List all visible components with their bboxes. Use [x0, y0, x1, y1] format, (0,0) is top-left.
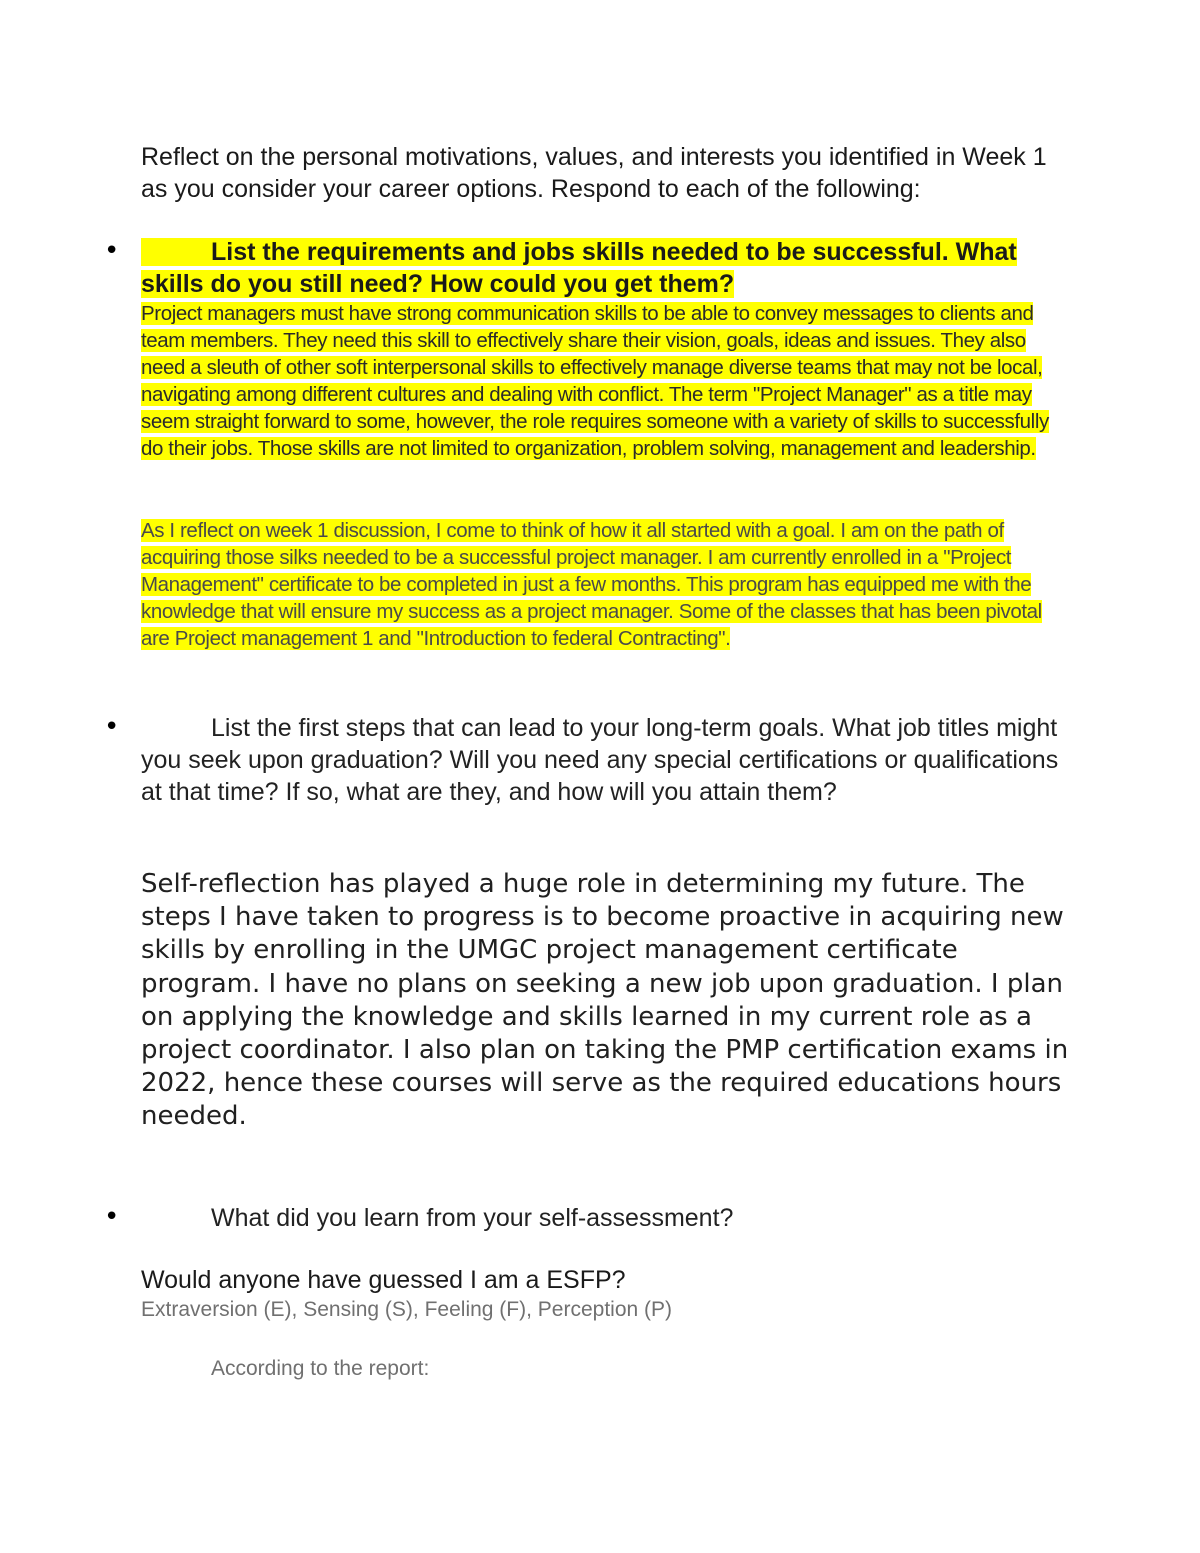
answer-1-paragraph-2 — [141, 517, 1071, 652]
question-3-text: What did you learn from your self-assessment? — [211, 1204, 734, 1232]
bullet-2: • — [104, 712, 120, 742]
answer-3-traits: Extraversion (E), Sensing (S), Feeling (F), Perception (P) — [141, 1298, 673, 1321]
question-2-text: List the first steps that can lead to your long-term goals. What job titles might you seek upon graduation? Will you need any special certifications or qualifications at that time? If so, what are they, and how will you attain them? — [141, 714, 1059, 806]
answer-2-paragraph: Self-reflection has played a huge role in determining my future. The steps I have taken to progress is to become proactive in acquiring new skills by enrolling in the UMGC project management certificate program. I have no plans on seeking a new job upon graduation. I plan on applying the knowledge and skills learned in my current role as a project coordinator. I also plan on taking the PMP certification exams in 2022, hence these courses will serve as the required educations hours needed. — [141, 869, 1069, 1132]
bullet-1: • — [104, 236, 120, 266]
bullet-3: • — [104, 1202, 120, 1232]
answer-1-paragraph-2-text: As I reflect on week 1 discussion, I come to think of how it all started with a goal. I am on the path of acquiring those silks needed to be a successful project manager. I am currently enrolled in a "Project Management" certificate to be completed in just a few months. This program has equipped me with the knowledge that will ensure my success as a project manager. Some of the classes that has been pivotal are Project management 1 and "Introduction to federal Contracting". — [141, 519, 1042, 650]
answer-3-report-label: According to the report: — [211, 1357, 430, 1380]
question-2 — [141, 712, 1071, 808]
answer-3-heading: Would anyone have guessed I am a ESFP? — [141, 1266, 626, 1294]
intro-paragraph: Reflect on the personal motivations, values, and interests you identified in Week 1 as you consider your career options. Respond to each of the following: — [141, 143, 1047, 203]
question-1-text — [141, 238, 1017, 298]
question-3 — [141, 1202, 1071, 1234]
answer-1-paragraph-1-text: Project managers must have strong communication skills to be able to convey messages to clients and team members. They need this skill to effectively share their vision, goals, ideas and issues. They also need a sleuth of other soft interpersonal skills to effectively manage diverse teams that may not be local, navigating among different cultures and dealing with conflict. The term "Project Manager" as a title may seem straight forward to some, however, the role requires someone with a variety of skills to successfully do their jobs. Those skills are not limited to organization, problem solving, management and leadership. — [141, 302, 1049, 460]
answer-1-paragraph-1 — [141, 300, 1071, 462]
question-1-label: List the requirements and jobs skills needed to be successful. What skills do you still need? How could you get them? — [141, 238, 1017, 298]
question-1 — [141, 236, 1071, 300]
